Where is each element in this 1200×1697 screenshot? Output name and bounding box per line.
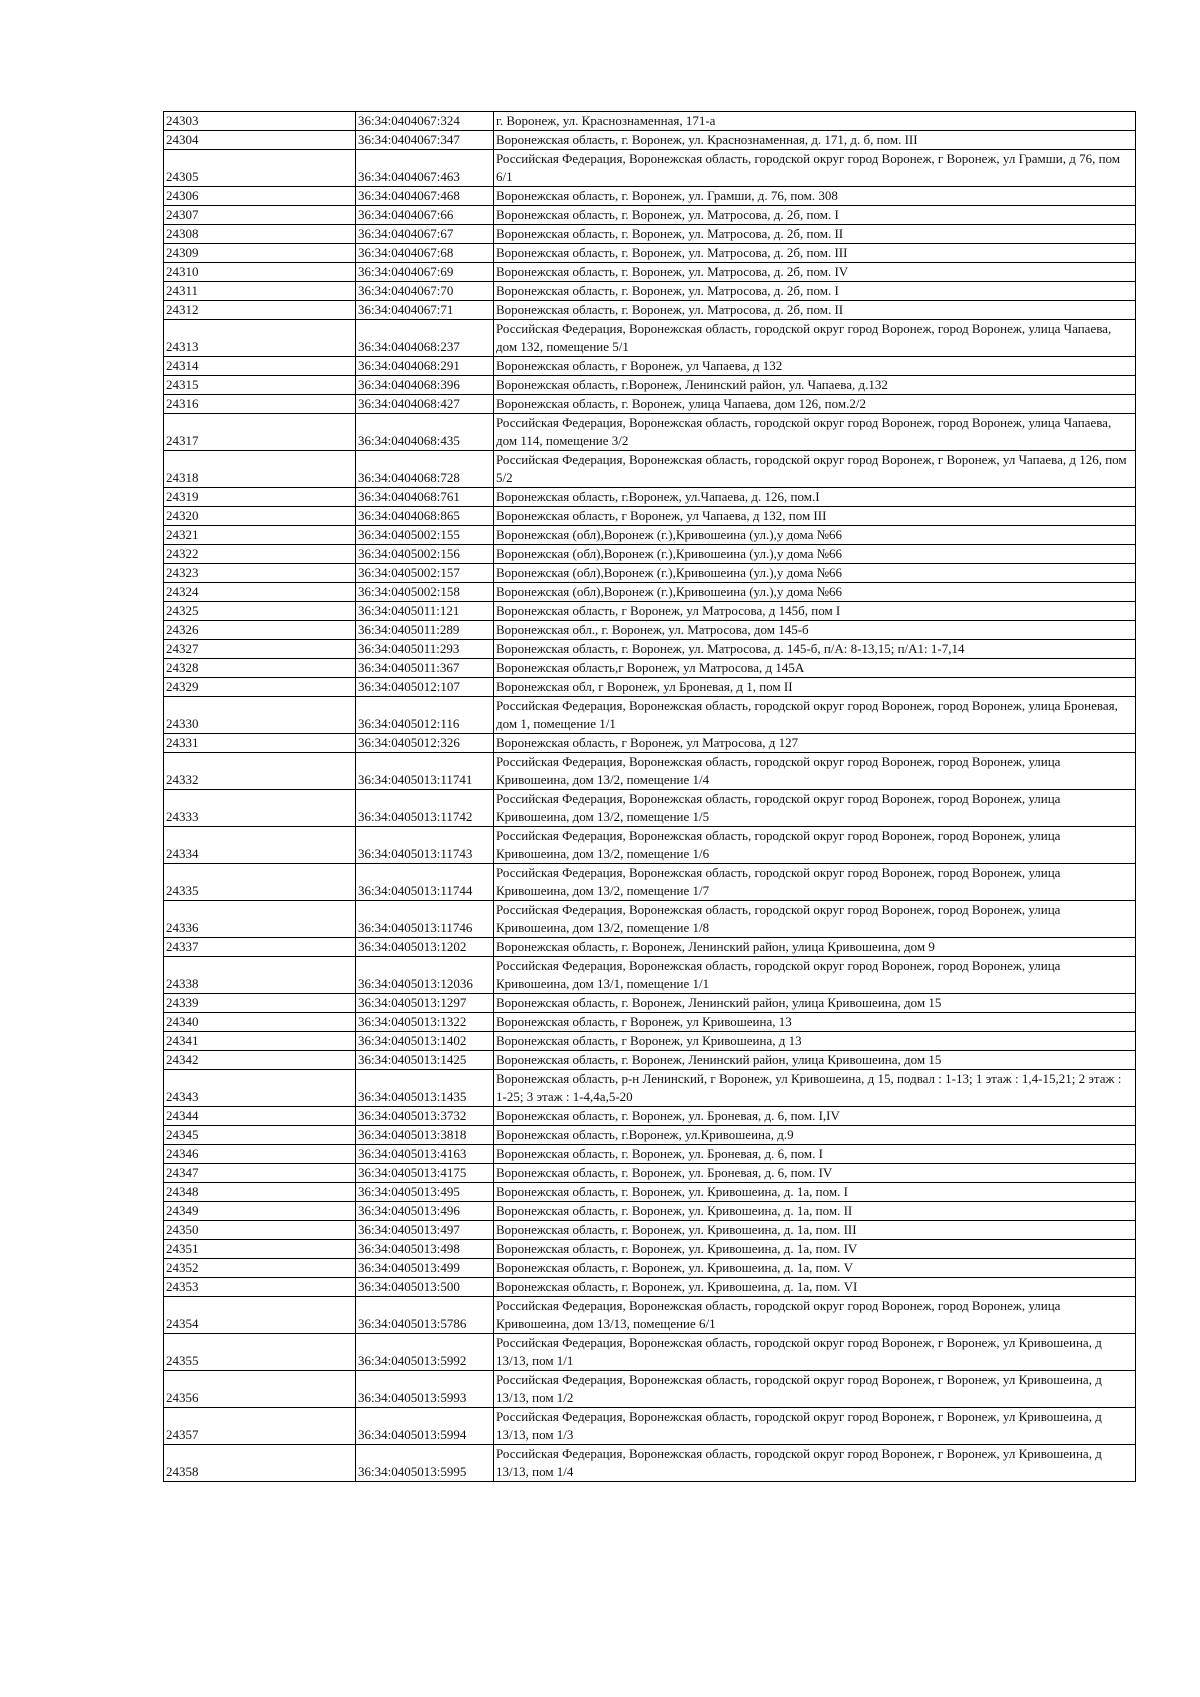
address-cell: Воронежская область, г. Воронеж, ул. Матросова, д. 2б, пом. II [494, 225, 1136, 244]
address-cell: Российская Федерация, Воронежская область, городской округ город Воронеж, г Воронеж, ул Грамши, д 76, пом 6/1 [494, 150, 1136, 187]
cadastral-number-cell: 36:34:0405012:107 [356, 678, 494, 697]
row-number-cell: 24358 [164, 1445, 356, 1482]
row-number-cell: 24315 [164, 376, 356, 395]
cadastral-number-cell: 36:34:0405013:3818 [356, 1126, 494, 1145]
cadastral-number-cell: 36:34:0405013:1297 [356, 994, 494, 1013]
table-row [164, 1183, 1136, 1202]
table-row [164, 488, 1136, 507]
row-number-cell: 24319 [164, 488, 356, 507]
address-cell: Воронежская область, г. Воронеж, ул. Кривошеина, д. 1а, пом. IV [494, 1240, 1136, 1259]
table-row [164, 1221, 1136, 1240]
address-cell: Воронежская область, г. Воронеж, ул. Кривошеина, д. 1а, пом. I [494, 1183, 1136, 1202]
table-row [164, 1070, 1136, 1107]
row-number-cell: 24311 [164, 282, 356, 301]
cadastral-number-cell: 36:34:0405002:157 [356, 564, 494, 583]
address-cell: Воронежская (обл),Воронеж (г.),Кривошеина (ул.),у дома №66 [494, 583, 1136, 602]
address-cell: Воронежская область, г. Воронеж, ул. Матросова, д. 145-б, п/А: 8-13,15; п/А1: 1-7,14 [494, 640, 1136, 659]
cadastral-number-cell: 36:34:0405013:496 [356, 1202, 494, 1221]
cadastral-number-cell: 36:34:0405013:1435 [356, 1070, 494, 1107]
cadastral-number-cell: 36:34:0405013:4163 [356, 1145, 494, 1164]
address-cell: Российская Федерация, Воронежская область, городской округ город Воронеж, г Воронеж, ул Чапаева, д 126, пом 5/2 [494, 451, 1136, 488]
property-register-table [163, 111, 1136, 1482]
row-number-cell: 24347 [164, 1164, 356, 1183]
table-row [164, 901, 1136, 938]
table-row [164, 583, 1136, 602]
address-cell: Российская Федерация, Воронежская область, городской округ город Воронеж, г Воронеж, ул Кривошеина, д 13/13, пом 1/1 [494, 1334, 1136, 1371]
cadastral-number-cell: 36:34:0404068:435 [356, 414, 494, 451]
row-number-cell: 24304 [164, 131, 356, 150]
table-row [164, 1032, 1136, 1051]
cadastral-number-cell: 36:34:0404068:728 [356, 451, 494, 488]
table-row [164, 790, 1136, 827]
row-number-cell: 24333 [164, 790, 356, 827]
row-number-cell: 24310 [164, 263, 356, 282]
register-sheet [163, 111, 1136, 1482]
row-number-cell: 24343 [164, 1070, 356, 1107]
table-row [164, 1013, 1136, 1032]
cadastral-number-cell: 36:34:0404068:396 [356, 376, 494, 395]
address-cell: Воронежская область, г Воронеж, ул Матросова, д 127 [494, 734, 1136, 753]
cadastral-number-cell: 36:34:0405013:4175 [356, 1164, 494, 1183]
table-row [164, 640, 1136, 659]
cadastral-number-cell: 36:34:0405013:3732 [356, 1107, 494, 1126]
cadastral-number-cell: 36:34:0404067:347 [356, 131, 494, 150]
table-row [164, 1259, 1136, 1278]
table-row [164, 112, 1136, 131]
row-number-cell: 24303 [164, 112, 356, 131]
row-number-cell: 24328 [164, 659, 356, 678]
row-number-cell: 24325 [164, 602, 356, 621]
cadastral-number-cell: 36:34:0405013:11744 [356, 864, 494, 901]
row-number-cell: 24313 [164, 320, 356, 357]
address-cell: Воронежская область, г. Воронеж, ул. Броневая, д. 6, пом. I,IV [494, 1107, 1136, 1126]
table-row [164, 131, 1136, 150]
row-number-cell: 24340 [164, 1013, 356, 1032]
cadastral-number-cell: 36:34:0404067:70 [356, 282, 494, 301]
address-cell: Воронежская область, г.Воронеж, Ленинский район, ул. Чапаева, д.132 [494, 376, 1136, 395]
row-number-cell: 24331 [164, 734, 356, 753]
address-cell: Воронежская область, г Воронеж, ул Чапаева, д 132 [494, 357, 1136, 376]
table-row [164, 659, 1136, 678]
cadastral-number-cell: 36:34:0404067:71 [356, 301, 494, 320]
row-number-cell: 24323 [164, 564, 356, 583]
address-cell: Воронежская область, г Воронеж, ул Кривошеина, д 13 [494, 1032, 1136, 1051]
address-cell: Воронежская область, г. Воронеж, улица Чапаева, дом 126, пом.2/2 [494, 395, 1136, 414]
row-number-cell: 24334 [164, 827, 356, 864]
address-cell: Воронежская область, г. Воронеж, ул. Матросова, д. 2б, пом. II [494, 301, 1136, 320]
row-number-cell: 24344 [164, 1107, 356, 1126]
table-row [164, 507, 1136, 526]
row-number-cell: 24335 [164, 864, 356, 901]
address-cell: Воронежская область, г. Воронеж, ул. Кривошеина, д. 1а, пом. III [494, 1221, 1136, 1240]
row-number-cell: 24354 [164, 1297, 356, 1334]
row-number-cell: 24351 [164, 1240, 356, 1259]
address-cell: Воронежская область, г. Воронеж, ул. Кривошеина, д. 1а, пом. VI [494, 1278, 1136, 1297]
address-cell: Воронежская область, г Воронеж, ул Матросова, д 145б, пом I [494, 602, 1136, 621]
address-cell: Воронежская (обл),Воронеж (г.),Кривошеина (ул.),у дома №66 [494, 545, 1136, 564]
address-cell: Воронежская область, г. Воронеж, ул. Матросова, д. 2б, пом. IV [494, 263, 1136, 282]
cadastral-number-cell: 36:34:0405013:499 [356, 1259, 494, 1278]
row-number-cell: 24322 [164, 545, 356, 564]
row-number-cell: 24357 [164, 1408, 356, 1445]
row-number-cell: 24321 [164, 526, 356, 545]
address-cell: Российская Федерация, Воронежская область, городской округ город Воронеж, город Воронеж, улица Кривошеина, дом 13/2, помещение 1/7 [494, 864, 1136, 901]
table-row [164, 1408, 1136, 1445]
address-cell: Воронежская область, г.Воронеж, ул.Чапаева, д. 126, пом.I [494, 488, 1136, 507]
cadastral-number-cell: 36:34:0405002:158 [356, 583, 494, 602]
cadastral-number-cell: 36:34:0405011:367 [356, 659, 494, 678]
cadastral-number-cell: 36:34:0405011:293 [356, 640, 494, 659]
row-number-cell: 24352 [164, 1259, 356, 1278]
address-cell: Воронежская область, г. Воронеж, Ленинский район, улица Кривошеина, дом 15 [494, 1051, 1136, 1070]
table-row [164, 320, 1136, 357]
table-row [164, 1202, 1136, 1221]
cadastral-number-cell: 36:34:0404067:324 [356, 112, 494, 131]
table-row [164, 753, 1136, 790]
row-number-cell: 24342 [164, 1051, 356, 1070]
address-cell: Воронежская область, г Воронеж, ул Кривошеина, 13 [494, 1013, 1136, 1032]
address-cell: Российская Федерация, Воронежская область, городской округ город Воронеж, город Воронеж, улица Кривошеина, дом 13/1, помещение 1/1 [494, 957, 1136, 994]
table-row [164, 395, 1136, 414]
table-row [164, 938, 1136, 957]
cadastral-number-cell: 36:34:0405013:1402 [356, 1032, 494, 1051]
address-cell: Воронежская область, г. Воронеж, ул. Матросова, д. 2б, пом. I [494, 206, 1136, 225]
address-cell: Российская Федерация, Воронежская область, городской округ город Воронеж, город Воронеж, улица Кривошеина, дом 13/2, помещение 1/4 [494, 753, 1136, 790]
table-row [164, 994, 1136, 1013]
address-cell: Воронежская область, г. Воронеж, ул. Краснознаменная, д. 171, д. б, пом. III [494, 131, 1136, 150]
cadastral-number-cell: 36:34:0405013:11743 [356, 827, 494, 864]
cadastral-number-cell: 36:34:0405013:5786 [356, 1297, 494, 1334]
cadastral-number-cell: 36:34:0404068:291 [356, 357, 494, 376]
table-row [164, 1445, 1136, 1482]
address-cell: Российская Федерация, Воронежская область, городской округ город Воронеж, город Воронеж, улица Броневая, дом 1, помещение 1/1 [494, 697, 1136, 734]
address-cell: Воронежская область, г. Воронеж, ул. Броневая, д. 6, пом. I [494, 1145, 1136, 1164]
cadastral-number-cell: 36:34:0404067:67 [356, 225, 494, 244]
table-row [164, 1334, 1136, 1371]
cadastral-number-cell: 36:34:0405013:498 [356, 1240, 494, 1259]
cadastral-number-cell: 36:34:0404067:69 [356, 263, 494, 282]
table-row [164, 1126, 1136, 1145]
address-cell: Воронежская область, г.Воронеж, ул.Кривошеина, д.9 [494, 1126, 1136, 1145]
table-row [164, 678, 1136, 697]
row-number-cell: 24346 [164, 1145, 356, 1164]
cadastral-number-cell: 36:34:0405012:326 [356, 734, 494, 753]
table-row [164, 1278, 1136, 1297]
table-row [164, 564, 1136, 583]
table-row [164, 1164, 1136, 1183]
row-number-cell: 24309 [164, 244, 356, 263]
row-number-cell: 24348 [164, 1183, 356, 1202]
address-cell: Воронежская область, г. Воронеж, ул. Матросова, д. 2б, пом. I [494, 282, 1136, 301]
row-number-cell: 24330 [164, 697, 356, 734]
cadastral-number-cell: 36:34:0405013:1425 [356, 1051, 494, 1070]
cadastral-number-cell: 36:34:0405002:156 [356, 545, 494, 564]
address-cell: Воронежская область, р-н Ленинский, г Воронеж, ул Кривошеина, д 15, подвал : 1-13; 1 этаж : 1,4-15,21; 2 этаж : 1-25; 3 этаж : 1-4,4а,5-20 [494, 1070, 1136, 1107]
cadastral-number-cell: 36:34:0405013:1322 [356, 1013, 494, 1032]
row-number-cell: 24320 [164, 507, 356, 526]
address-cell: Российская Федерация, Воронежская область, городской округ город Воронеж, г Воронеж, ул Кривошеина, д 13/13, пом 1/3 [494, 1408, 1136, 1445]
table-row [164, 1240, 1136, 1259]
row-number-cell: 24341 [164, 1032, 356, 1051]
table-row [164, 301, 1136, 320]
row-number-cell: 24317 [164, 414, 356, 451]
row-number-cell: 24338 [164, 957, 356, 994]
address-cell: Российская Федерация, Воронежская область, городской округ город Воронеж, город Воронеж, улица Кривошеина, дом 13/2, помещение 1/8 [494, 901, 1136, 938]
table-row [164, 602, 1136, 621]
table-row [164, 526, 1136, 545]
cadastral-number-cell: 36:34:0404067:463 [356, 150, 494, 187]
address-cell: Воронежская (обл),Воронеж (г.),Кривошеина (ул.),у дома №66 [494, 526, 1136, 545]
row-number-cell: 24355 [164, 1334, 356, 1371]
address-cell: Воронежская область, г. Воронеж, ул. Грамши, д. 76, пом. 308 [494, 187, 1136, 206]
table-row [164, 545, 1136, 564]
table-row [164, 225, 1136, 244]
row-number-cell: 24314 [164, 357, 356, 376]
row-number-cell: 24312 [164, 301, 356, 320]
row-number-cell: 24356 [164, 1371, 356, 1408]
row-number-cell: 24345 [164, 1126, 356, 1145]
address-cell: Воронежская область, г. Воронеж, Ленинский район, улица Кривошеина, дом 15 [494, 994, 1136, 1013]
table-row [164, 206, 1136, 225]
table-row [164, 827, 1136, 864]
table-row [164, 376, 1136, 395]
row-number-cell: 24324 [164, 583, 356, 602]
address-cell: Воронежская область, г. Воронеж, ул. Кривошеина, д. 1а, пом. V [494, 1259, 1136, 1278]
cadastral-number-cell: 36:34:0404067:468 [356, 187, 494, 206]
cadastral-number-cell: 36:34:0404067:66 [356, 206, 494, 225]
table-row [164, 451, 1136, 488]
table-row [164, 357, 1136, 376]
cadastral-number-cell: 36:34:0405013:5995 [356, 1445, 494, 1482]
address-cell: Воронежская область, г. Воронеж, ул. Броневая, д. 6, пом. IV [494, 1164, 1136, 1183]
address-cell: г. Воронеж, ул. Краснознаменная, 171-а [494, 112, 1136, 131]
cadastral-number-cell: 36:34:0405013:5992 [356, 1334, 494, 1371]
address-cell: Российская Федерация, Воронежская область, городской округ город Воронеж, г Воронеж, ул Кривошеина, д 13/13, пом 1/4 [494, 1445, 1136, 1482]
cadastral-number-cell: 36:34:0405013:5993 [356, 1371, 494, 1408]
cadastral-number-cell: 36:34:0405011:289 [356, 621, 494, 640]
cadastral-number-cell: 36:34:0405013:11742 [356, 790, 494, 827]
row-number-cell: 24339 [164, 994, 356, 1013]
table-row [164, 1107, 1136, 1126]
table-row [164, 1051, 1136, 1070]
row-number-cell: 24349 [164, 1202, 356, 1221]
address-cell: Российская Федерация, Воронежская область, городской округ город Воронеж, город Воронеж, улица Чапаева, дом 114, помещение 3/2 [494, 414, 1136, 451]
address-cell: Воронежская область, г. Воронеж, Ленинский район, улица Кривошеина, дом 9 [494, 938, 1136, 957]
row-number-cell: 24318 [164, 451, 356, 488]
row-number-cell: 24336 [164, 901, 356, 938]
address-cell: Российская Федерация, Воронежская область, городской округ город Воронеж, город Воронеж, улица Кривошеина, дом 13/2, помещение 1/6 [494, 827, 1136, 864]
row-number-cell: 24305 [164, 150, 356, 187]
table-row [164, 1297, 1136, 1334]
address-cell: Воронежская область, г Воронеж, ул Чапаева, д 132, пом III [494, 507, 1136, 526]
cadastral-number-cell: 36:34:0405013:497 [356, 1221, 494, 1240]
address-cell: Воронежская обл, г Воронеж, ул Броневая, д 1, пом II [494, 678, 1136, 697]
address-cell: Воронежская обл., г. Воронеж, ул. Матросова, дом 145-б [494, 621, 1136, 640]
cadastral-number-cell: 36:34:0405012:116 [356, 697, 494, 734]
address-cell: Российская Федерация, Воронежская область, городской округ город Воронеж, г Воронеж, ул Кривошеина, д 13/13, пом 1/2 [494, 1371, 1136, 1408]
address-cell: Воронежская область, г. Воронеж, ул. Матросова, д. 2б, пом. III [494, 244, 1136, 263]
row-number-cell: 24308 [164, 225, 356, 244]
cadastral-number-cell: 36:34:0405013:500 [356, 1278, 494, 1297]
table-row [164, 244, 1136, 263]
address-cell: Российская Федерация, Воронежская область, городской округ город Воронеж, город Воронеж, улица Кривошеина, дом 13/2, помещение 1/5 [494, 790, 1136, 827]
cadastral-number-cell: 36:34:0404067:68 [356, 244, 494, 263]
cadastral-number-cell: 36:34:0405002:155 [356, 526, 494, 545]
row-number-cell: 24350 [164, 1221, 356, 1240]
table-row [164, 864, 1136, 901]
address-cell: Воронежская область,г Воронеж, ул Матросова, д 145А [494, 659, 1136, 678]
row-number-cell: 24337 [164, 938, 356, 957]
row-number-cell: 24332 [164, 753, 356, 790]
cadastral-number-cell: 36:34:0405013:495 [356, 1183, 494, 1202]
table-row [164, 414, 1136, 451]
table-row [164, 957, 1136, 994]
cadastral-number-cell: 36:34:0404068:865 [356, 507, 494, 526]
row-number-cell: 24306 [164, 187, 356, 206]
row-number-cell: 24353 [164, 1278, 356, 1297]
table-row [164, 187, 1136, 206]
address-cell: Воронежская (обл),Воронеж (г.),Кривошеина (ул.),у дома №66 [494, 564, 1136, 583]
cadastral-number-cell: 36:34:0405013:1202 [356, 938, 494, 957]
table-row [164, 1371, 1136, 1408]
address-cell: Воронежская область, г. Воронеж, ул. Кривошеина, д. 1а, пом. II [494, 1202, 1136, 1221]
table-row [164, 1145, 1136, 1164]
row-number-cell: 24329 [164, 678, 356, 697]
cadastral-number-cell: 36:34:0405011:121 [356, 602, 494, 621]
register-table-body [164, 112, 1136, 1482]
table-row [164, 282, 1136, 301]
row-number-cell: 24307 [164, 206, 356, 225]
table-row [164, 150, 1136, 187]
cadastral-number-cell: 36:34:0404068:237 [356, 320, 494, 357]
row-number-cell: 24316 [164, 395, 356, 414]
cadastral-number-cell: 36:34:0404068:427 [356, 395, 494, 414]
table-row [164, 734, 1136, 753]
cadastral-number-cell: 36:34:0405013:11746 [356, 901, 494, 938]
address-cell: Российская Федерация, Воронежская область, городской округ город Воронеж, город Воронеж, улица Кривошеина, дом 13/13, помещение 6/1 [494, 1297, 1136, 1334]
table-row [164, 263, 1136, 282]
table-row [164, 697, 1136, 734]
cadastral-number-cell: 36:34:0404068:761 [356, 488, 494, 507]
address-cell: Российская Федерация, Воронежская область, городской округ город Воронеж, город Воронеж, улица Чапаева, дом 132, помещение 5/1 [494, 320, 1136, 357]
cadastral-number-cell: 36:34:0405013:11741 [356, 753, 494, 790]
cadastral-number-cell: 36:34:0405013:5994 [356, 1408, 494, 1445]
cadastral-number-cell: 36:34:0405013:12036 [356, 957, 494, 994]
row-number-cell: 24327 [164, 640, 356, 659]
row-number-cell: 24326 [164, 621, 356, 640]
table-row [164, 621, 1136, 640]
